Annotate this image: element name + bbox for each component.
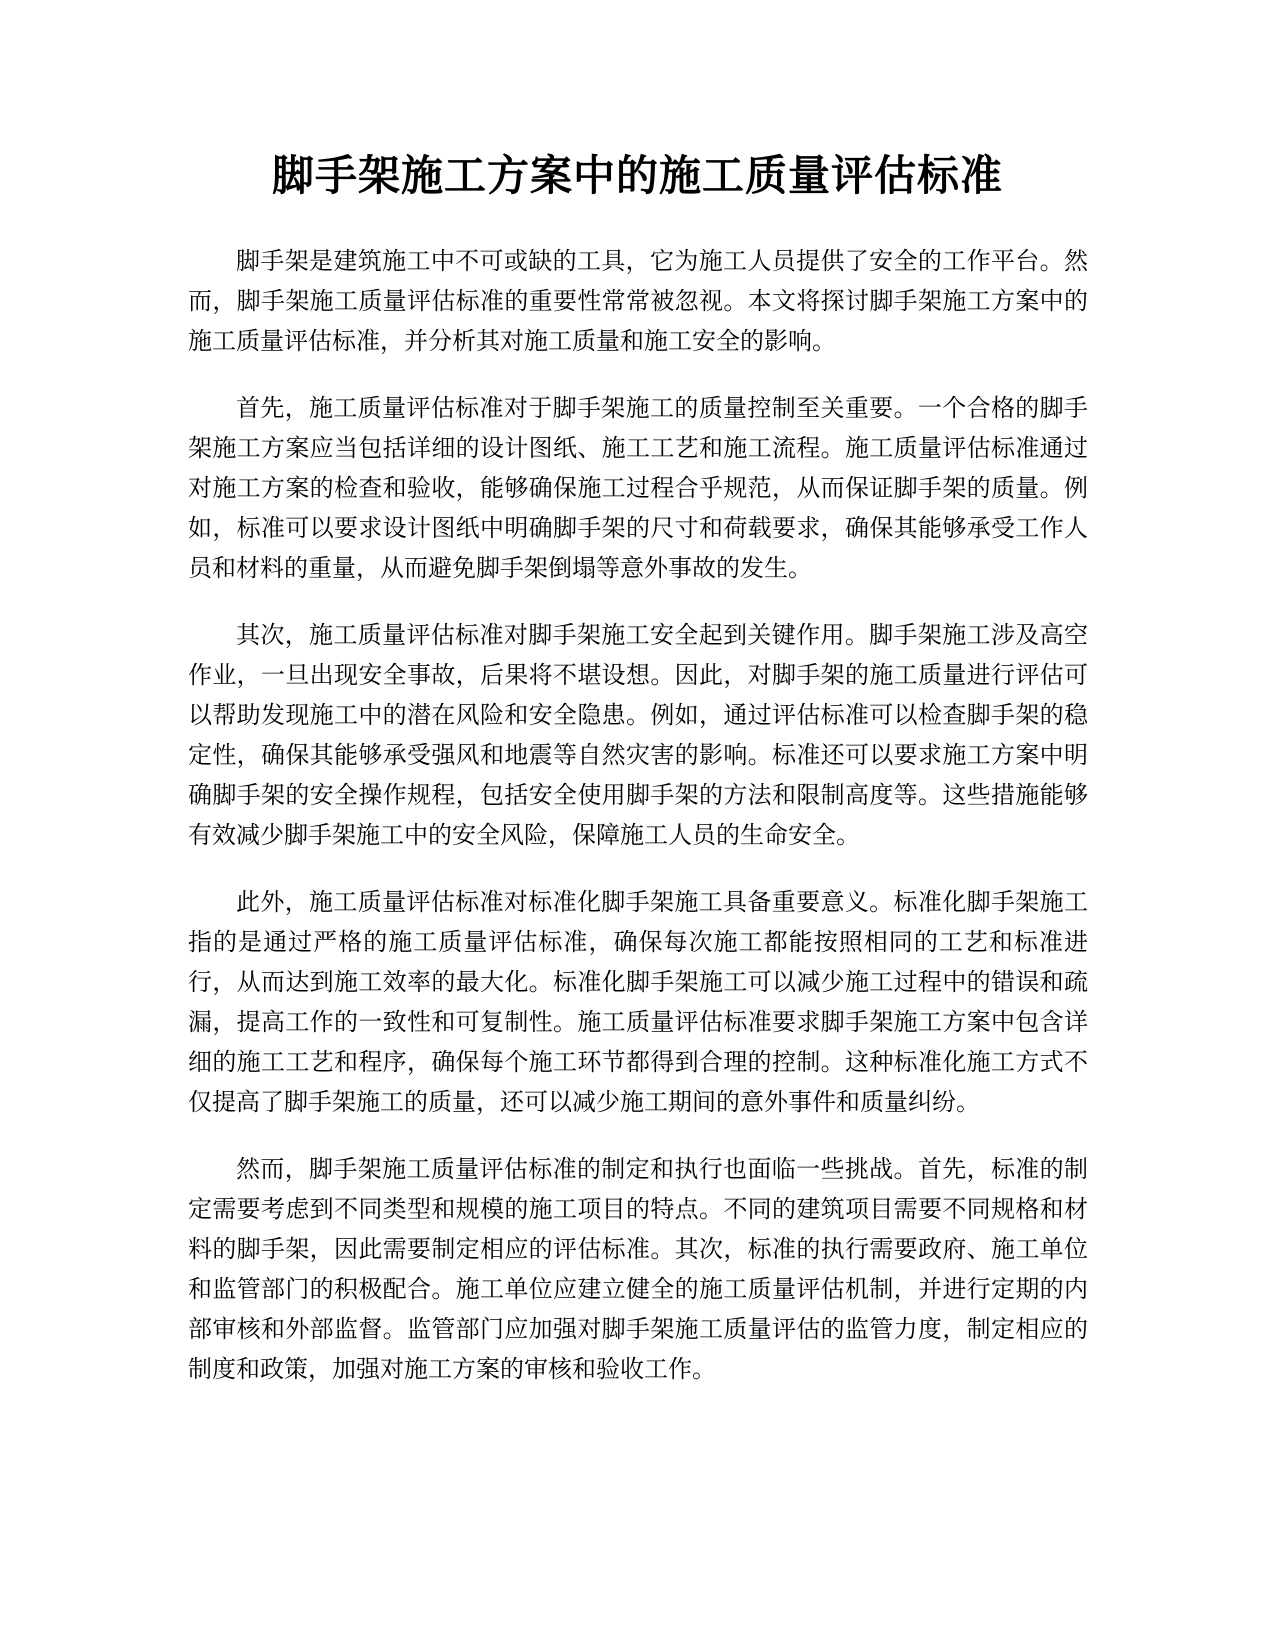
paragraph-1: 脚手架是建筑施工中不可或缺的工具，它为施工人员提供了安全的工作平台。然而，脚手架施工质量评估标准的重要性常常被忽视。本文将探讨脚手架施工方案中的施工质量评估标准，并分析其对施工质量和施工安全的影响。 [188, 247, 1088, 355]
paragraph-2: 首先，施工质量评估标准对于脚手架施工的质量控制至关重要。一个合格的脚手架施工方案应当包括详细的设计图纸、施工工艺和施工流程。施工质量评估标准通过对施工方案的检查和验收，能够确保施工过程合乎规范，从而保证脚手架的质量。例如，标准可以要求设计图纸中明确脚手架的尺寸和荷载要求，确保其能够承受工作人员和材料的重量，从而避免脚手架倒塌等意外事故的发生。 [188, 394, 1088, 582]
document-title: 脚手架施工方案中的施工质量评估标准 [271, 151, 1003, 200]
paragraph-3: 其次，施工质量评估标准对脚手架施工安全起到关键作用。脚手架施工涉及高空作业，一旦出现安全事故，后果将不堪设想。因此，对脚手架的施工质量进行评估可以帮助发现施工中的潜在风险和安全隐患。例如，通过评估标准可以检查脚手架的稳定性，确保其能够承受强风和地震等自然灾害的影响。标准还可以要求施工方案中明确脚手架的安全操作规程，包括安全使用脚手架的方法和限制高度等。这些措施能够有效减少脚手架施工中的安全风险，保障施工人员的生命安全。 [188, 621, 1088, 849]
document-body [188, 241, 1088, 1416]
paragraph-4: 此外，施工质量评估标准对标准化脚手架施工具备重要意义。标准化脚手架施工指的是通过严格的施工质量评估标准，确保每次施工都能按照相同的工艺和标准进行，从而达到施工效率的最大化。标准化脚手架施工可以减少施工过程中的错误和疏漏，提高工作的一致性和可复制性。施工质量评估标准要求脚手架施工方案中包含详细的施工工艺和程序，确保每个施工环节都得到合理的控制。这种标准化施工方式不仅提高了脚手架施工的质量，还可以减少施工期间的意外事件和质量纠纷。 [188, 888, 1088, 1116]
paragraph-5: 然而，脚手架施工质量评估标准的制定和执行也面临一些挑战。首先，标准的制定需要考虑到不同类型和规模的施工项目的特点。不同的建筑项目需要不同规格和材料的脚手架，因此需要制定相应的评估标准。其次，标准的执行需要政府、施工单位和监管部门的积极配合。施工单位应建立健全的施工质量评估机制，并进行定期的内部审核和外部监督。监管部门应加强对脚手架施工质量评估的监管力度，制定相应的制度和政策，加强对施工方案的审核和验收工作。 [188, 1155, 1088, 1383]
